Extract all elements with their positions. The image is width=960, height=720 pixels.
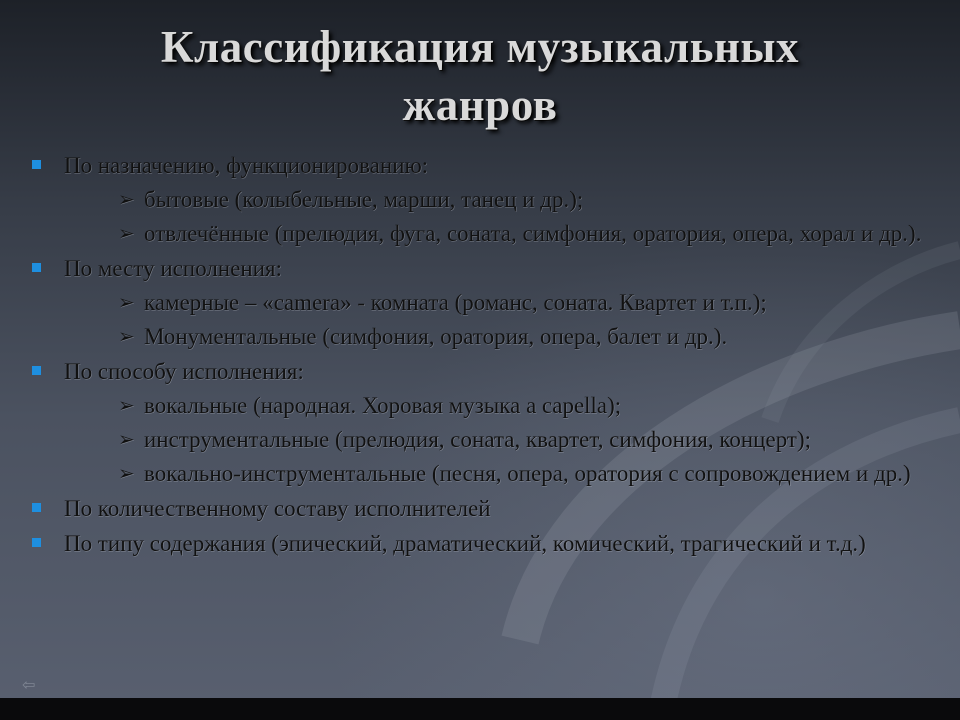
sub-item-label: отвлечённые (прелюдия, фуга, соната, симфония, оратория, опера, хорал и др.). <box>144 221 922 246</box>
square-bullet-icon <box>32 366 41 375</box>
list-item <box>30 150 940 181</box>
item-label: По типу содержания (эпический, драматический, комический, трагический и т.д.) <box>64 531 866 556</box>
back-arrow-icon[interactable]: ⇦ <box>22 675 36 694</box>
sub-item-label: инструментальные (прелюдия, соната, квартет, симфония, концерт); <box>144 427 811 452</box>
sub-item-label: бытовые (колыбельные, марши, танец и др.); <box>144 187 584 212</box>
list-item <box>30 528 940 559</box>
sub-item <box>110 424 940 455</box>
footer-bar <box>0 698 960 720</box>
square-bullet-icon <box>32 263 41 272</box>
item-label: По способу исполнения: <box>64 359 304 384</box>
sub-item <box>110 458 940 489</box>
sub-item <box>110 218 940 249</box>
sub-item-label: вокально-инструментальные (песня, опера, оратория с сопровождением и др.) <box>144 461 911 486</box>
list-item <box>30 493 940 524</box>
title-line-2: жанров <box>402 80 558 130</box>
arrow-bullet-icon: ➢ <box>118 324 135 348</box>
list-item <box>30 253 940 284</box>
slide-title <box>40 18 920 134</box>
item-label: По месту исполнения: <box>64 256 283 281</box>
arrow-bullet-icon: ➢ <box>118 461 135 485</box>
square-bullet-icon <box>32 160 41 169</box>
arrow-bullet-icon: ➢ <box>118 393 135 417</box>
sub-item <box>110 321 940 352</box>
arrow-bullet-icon: ➢ <box>118 427 135 451</box>
list-item <box>30 356 940 387</box>
item-label: По количественному составу исполнителей <box>64 496 491 521</box>
sub-item <box>110 390 940 421</box>
arrow-bullet-icon: ➢ <box>118 221 135 245</box>
arrow-bullet-icon: ➢ <box>118 290 135 314</box>
sub-item-label: вокальные (народная. Хоровая музыка a capella); <box>144 393 622 418</box>
sub-item <box>110 184 940 215</box>
square-bullet-icon <box>32 538 41 547</box>
sub-item-label: камерные – «camera» - комната (романс, соната. Квартет и т.п.); <box>144 290 767 315</box>
title-line-1: Классификация музыкальных <box>160 22 800 72</box>
sub-item-label: Монументальные (симфония, оратория, опера, балет и др.). <box>144 324 728 349</box>
item-label: По назначению, функционированию: <box>64 153 429 178</box>
square-bullet-icon <box>32 503 41 512</box>
arrow-bullet-icon: ➢ <box>118 187 135 211</box>
bullet-list <box>30 150 940 559</box>
sub-item <box>110 287 940 318</box>
